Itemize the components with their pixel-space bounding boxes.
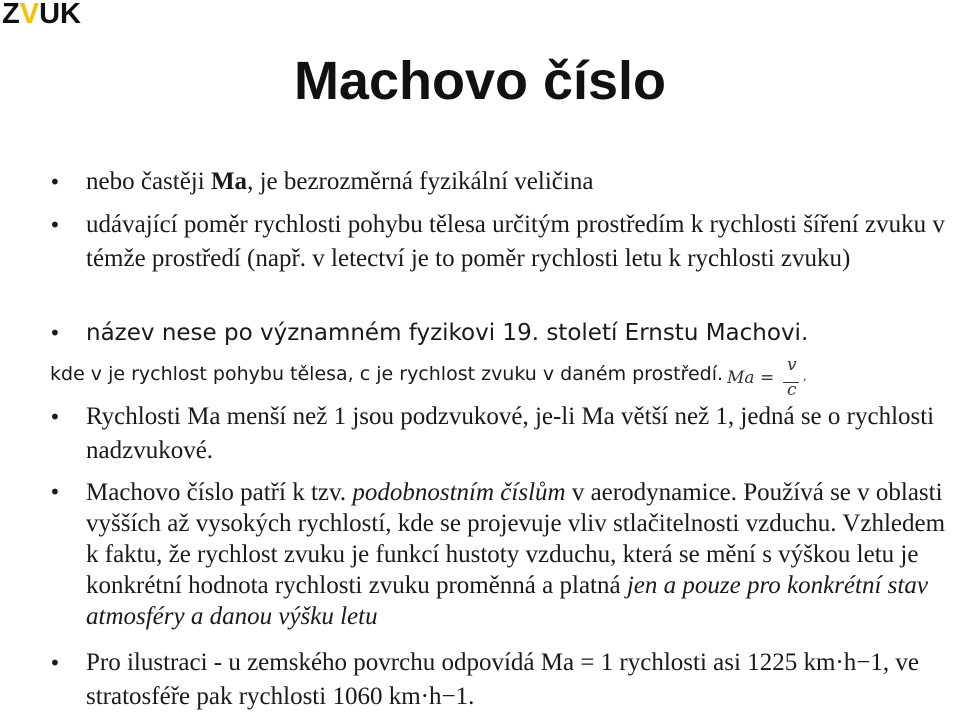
bullet-item-illustration: • Pro ilustraci - u zemského povrchu odpovídá Ma = 1 rychlosti asi 1225 km·h−1, ve stratosféře pak rychlosti 1060 km·h−1.: [86, 646, 956, 714]
formula-note: kde v je rychlost pohybu tělesa, c je rychlost zvuku v daném prostředí.: [50, 363, 724, 385]
bullet-icon: •: [49, 213, 61, 237]
bullet-item-aerodynamics: • Machovo číslo patří k tzv. podobnostním číslům v aerodynamice. Používá se v oblasti vyšších až vysokých rychlostí, kde se projevuje vliv stlačitelnosti vzduchu. Vzhledem k faktu, že rychlost zvuku je funkcí hustoty vzduchu, která se mění s výškou letu je konkrétní hodnota rychlosti zvuku proměnná a platná jen a pouze pro konkrétní stav atmosféry a danou výšku letu: [49, 479, 946, 630]
bullet-item-name-origin: • název nese po významném fyzikovi 19. století Ernstu Machovi.: [86, 316, 956, 350]
bullet-icon: •: [49, 321, 61, 345]
logo: ZVUK: [2, 0, 81, 30]
page-title: Machovo číslo: [293, 51, 667, 111]
bullet-icon: •: [49, 480, 61, 504]
bullet-item-subsonic-supersonic: • Rychlosti Ma menší než 1 jsou podzvukové, je-li Ma větší než 1, jedná se o rychlosti nadzvukové.: [86, 400, 956, 468]
bullet-icon: •: [49, 405, 61, 429]
bullet-icon: •: [49, 170, 61, 194]
bullet-item-definition: • nebo častěji Ma, je bezrozměrná fyzikální veličina: [86, 165, 956, 199]
ma-bold: Ma: [210, 168, 248, 195]
bullet-icon: •: [49, 651, 61, 675]
bullet-item-ratio: • udávající poměr rychlosti pohybu tělesa určitým prostředím k rychlosti šíření zvuku v témže prostředí (např. v letectví je to poměr rychlosti letu k rychlosti zvuku): [86, 208, 956, 276]
